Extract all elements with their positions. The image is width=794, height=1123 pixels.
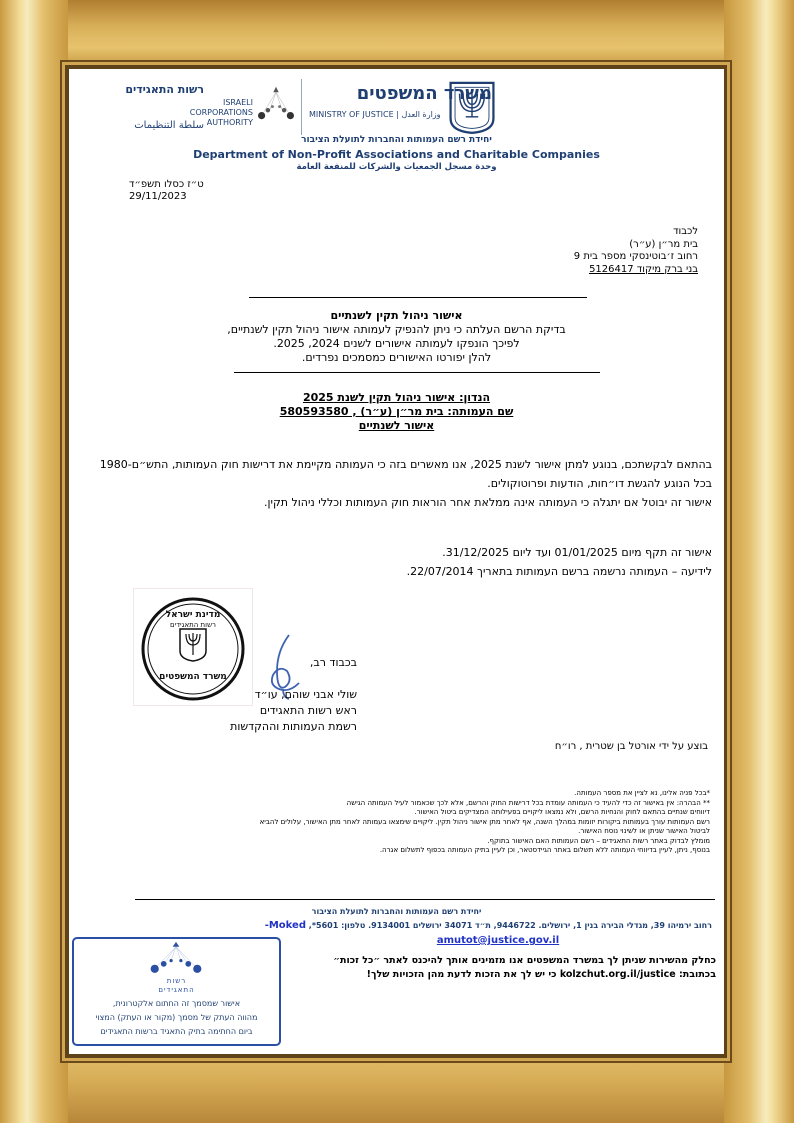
authority-arabic: سلطة التنظيمات — [134, 120, 204, 131]
signoff-regards: בכבוד רב, — [309, 656, 357, 669]
estamp-text — [76, 997, 277, 1039]
estamp-line: אישור שמסמך זה החתום אלקטרונית, — [112, 999, 241, 1008]
footnote: בנוסף, ניתן, לעיין בדיווחי העמותה ללא תשלום באתר הגיידסטאר, וכן לעיין בתיק העמותה בכפוף לתשלום אגרה. — [379, 846, 710, 854]
body-paragraph: אישור זה יבוטל אם יתגלה כי העמותה אינה ממלאת אחר הוראות חוק העמותות וכללי ניהול תקין. — [264, 496, 712, 509]
signer-title: רשמת העמותות וההקדשות — [230, 720, 357, 733]
letterhead — [69, 77, 724, 139]
intro-line: בדיקת הרשם העלתה כי ניתן להנפיק לעמותה אישור ניהול תקין לשנתיים, — [227, 323, 566, 336]
footnote: ** הבהרה: אין באישור זה כדי להעיד כי העמותה עומדת בכל דרישות החוק והרשם, אלא לכך שכאמור לעיל העמותה הגישה — [346, 798, 710, 807]
performed-by: בוצע על ידי אורטל בן שטרית , רו״ח — [554, 741, 708, 752]
document-page — [69, 69, 724, 1054]
estamp-line: ביום החתימה בתיק התאגיד ברשות התאגידים — [100, 1027, 253, 1036]
signoff-block — [187, 655, 357, 735]
document-date — [129, 179, 204, 203]
kolzchut-notice — [284, 954, 716, 982]
footnote: מומלץ לבדוק באתר רשות התאגידים – רשם העמותות האם האישור בתוקף. — [487, 836, 710, 845]
recipient-address — [574, 226, 698, 276]
authority-title: רשות התאגידים — [125, 83, 204, 96]
department-hebrew: יחידת רשם העמותות והחברות לתועלת הציבור — [301, 135, 492, 145]
estamp-logo-label: התאגידים — [158, 986, 195, 994]
gold-frame-top — [0, 0, 794, 68]
body-paragraph: בהתאם לבקשתכם, בנוגע למתן אישור לשנת 2025, אנו מאשרים בזה כי העמותה מקיימת את דרישות חוק העמותות, התש״ם-1980 בכל הנוגע להגשת דו״חות, הודעות ופרוטוקולים. — [99, 458, 712, 490]
footnote: רשם העמותות עורך בעמותות ביקורות יזומות במהלך השנה, אף לאחר מתן אישור ניהול תקין. ליקויים שימצאו בעמותה לאחר מתן האישור, עלולים להביא — [259, 817, 710, 826]
intro-line: לפיכך הונפקו לעמותה אישורים לשנים 2024, 2025. — [273, 337, 520, 350]
gold-frame-left — [0, 0, 68, 1123]
gold-frame-right — [724, 0, 794, 1123]
department-english: Department of Non-Profit Associations and Charitable Companies — [193, 148, 600, 161]
validity-period: אישור זה תקף מיום 01/01/2025 ועד ליום 31/12/2025. — [442, 546, 712, 559]
department-arabic: وحدة مسجل الجمعيات والشركات للمنفعة العامة — [296, 162, 497, 172]
footnote: דיווחים שנתיים בהתאם לחוק והנחיות הרשם, ולא נמצאו ליקויים בפעילותה המצדיקים ביטול האישור. — [414, 808, 710, 816]
footer-address — [81, 920, 712, 931]
intro-block — [129, 309, 664, 365]
electronic-signature-stamp — [72, 937, 281, 1046]
signer-title: ראש רשות התאגידים — [259, 704, 357, 717]
stamp-text-top: מדינת ישראל — [165, 610, 221, 620]
estamp-logo-label: רשות — [166, 977, 187, 985]
authority-english: ISRAELI CORPORATIONS AUTHORITY — [189, 98, 253, 127]
hebrew-date: ט״ז כסלו תשפ״ד — [129, 179, 204, 190]
recipient-name: בית מר״ן (ע״ר) — [629, 238, 698, 250]
footer-unit: יחידת רשם העמותות והחברות לתועלת הציבור — [311, 907, 482, 916]
gregorian-date: 29/11/2023 — [129, 191, 187, 202]
kolzchut-line: כחלק מהשירות שניתן לך במשרד המשפטים אנו מזמינים אותך להיכנס לאתר ״כל זכות״ — [333, 955, 716, 966]
footnote: *בכל פניה אלינו, נא לציין את מספר העמותה. — [574, 789, 710, 797]
gold-frame-bottom — [0, 1055, 794, 1123]
kolzchut-link[interactable]: בכתובת: kolzchut.org.il/justice כי יש לך את הזכות לדעת מהן הזכויות שלך! — [366, 969, 716, 980]
registration-date: לידיעה – העמותה נרשמה ברשם העמותות בתאריך 22/07/2014. — [406, 565, 712, 578]
intro-heading: אישור ניהול תקין לשנתיים — [330, 309, 463, 322]
header-divider — [301, 79, 302, 135]
email-link[interactable]: amutot@justice.gov.il — [436, 935, 560, 946]
signer-name: שולי אבני שוהם, עו״ד — [254, 688, 357, 701]
subject-block — [169, 391, 624, 433]
stamp-text-mid: רשות התאגידים — [170, 621, 216, 629]
corporations-authority-logo-icon — [144, 941, 208, 977]
footnotes — [89, 789, 710, 856]
validity-block — [269, 543, 712, 581]
association-name: שם העמותה: בית מר״ן (ע״ר) , 580593580 — [279, 405, 514, 418]
moked-link[interactable]: Moked- — [264, 920, 306, 931]
divider-line — [249, 297, 587, 298]
footnote: לביטול האישור שניתן או לשינוי נוסח האישור. — [578, 827, 710, 835]
address-text: רחוב ירמיהו 39, מגדלי הבירה בנין 1, ירושלים. 9446722, ת״ד 34071 ירושלים 9134001. טלפון: 5601*, — [306, 921, 712, 930]
footer-divider — [135, 899, 715, 900]
subject-line: אישור לשנתיים — [358, 419, 435, 432]
ministry-subtitle: MINISTRY OF JUSTICE | وزارة العدل — [309, 110, 441, 119]
recipient-street: רחוב ז׳בוטינסקי מספר בית 9 — [573, 251, 698, 262]
subject-line: הנדון: אישור ניהול תקין לשנת 2025 — [302, 391, 491, 404]
stamp-text-bottom: משרד המשפטים — [159, 672, 227, 682]
recipient-salutation: לכבוד — [673, 226, 698, 237]
ministry-title: משרד המשפטים — [356, 83, 492, 104]
corporations-authority-logo-icon — [257, 85, 295, 121]
recipient-city: בני ברק מיקוד 5126417 — [589, 263, 698, 275]
estamp-line: מהווה העתק של מסמך (מקור או העתק) המצוי — [95, 1013, 258, 1022]
body-text — [99, 455, 712, 512]
divider-line — [234, 372, 600, 373]
intro-line: להלן יפורטו האישורים כמסמכים נפרדים. — [301, 351, 492, 364]
